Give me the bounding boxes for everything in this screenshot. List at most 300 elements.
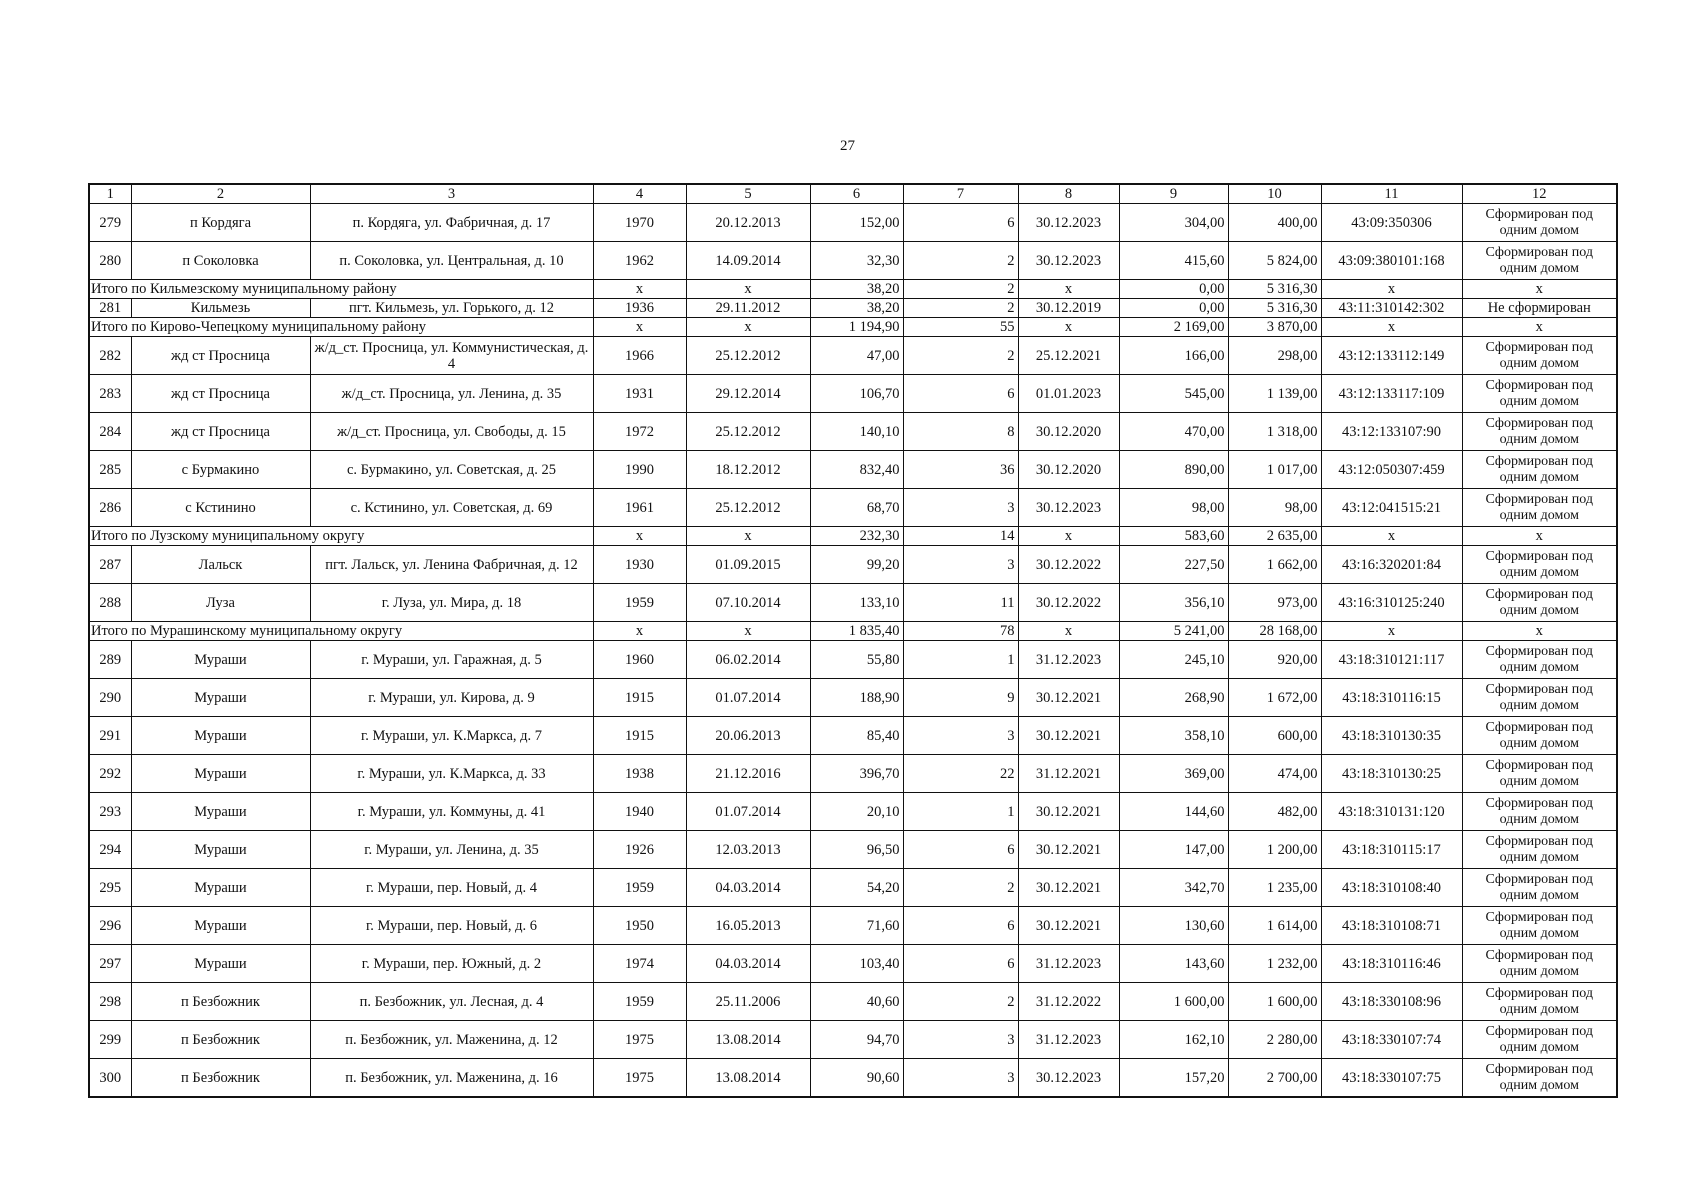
cell-col8: 30.12.2023 <box>1018 1059 1119 1098</box>
cell-col5: 01.07.2014 <box>686 793 810 831</box>
cell-col12: Сформирован под одним домом <box>1462 242 1617 280</box>
cell-col12: Сформирован под одним домом <box>1462 907 1617 945</box>
cell-col6: 396,70 <box>810 755 903 793</box>
cell-col9: 162,10 <box>1119 1021 1228 1059</box>
cell-col5: 01.07.2014 <box>686 679 810 717</box>
table-row <box>89 793 1617 831</box>
cell-col11: 43:18:310121:117 <box>1321 641 1462 679</box>
cell-col12: Сформирован под одним домом <box>1462 793 1617 831</box>
cell-col2: Луза <box>131 584 310 622</box>
column-header-6: 6 <box>810 184 903 204</box>
cell-col9: 245,10 <box>1119 641 1228 679</box>
column-header-9: 9 <box>1119 184 1228 204</box>
cell-col5: 25.12.2012 <box>686 413 810 451</box>
cell-col2: Мураши <box>131 907 310 945</box>
cell-col11: 43:18:310115:17 <box>1321 831 1462 869</box>
cell-col10: 1 139,00 <box>1228 375 1321 413</box>
cell-col3: ж/д_ст. Просница, ул. Свободы, д. 15 <box>310 413 593 451</box>
subtotal-row <box>89 622 1617 641</box>
subtotal-row <box>89 527 1617 546</box>
cell-col4: 1974 <box>593 945 686 983</box>
cell-col3: п. Безбожник, ул. Маженина, д. 16 <box>310 1059 593 1098</box>
cell-col10: 482,00 <box>1228 793 1321 831</box>
subtotal-cell-col9: 5 241,00 <box>1119 622 1228 641</box>
cell-col12: Сформирован под одним домом <box>1462 1021 1617 1059</box>
cell-col11: 43:18:310130:35 <box>1321 717 1462 755</box>
cell-col2: Мураши <box>131 755 310 793</box>
cell-col1: 292 <box>89 755 131 793</box>
column-header-3: 3 <box>310 184 593 204</box>
cell-col7: 6 <box>903 204 1018 242</box>
cell-col3: г. Мураши, пер. Новый, д. 4 <box>310 869 593 907</box>
cell-col12: Сформирован под одним домом <box>1462 983 1617 1021</box>
cell-col2: Мураши <box>131 869 310 907</box>
cell-col2: Мураши <box>131 679 310 717</box>
cell-col9: 356,10 <box>1119 584 1228 622</box>
cell-col8: 30.12.2020 <box>1018 413 1119 451</box>
subtotal-label: Итого по Лузскому муниципальному округу <box>89 527 593 546</box>
cell-col3: г. Мураши, пер. Новый, д. 6 <box>310 907 593 945</box>
cell-col7: 6 <box>903 945 1018 983</box>
column-header-2: 2 <box>131 184 310 204</box>
subtotal-row <box>89 318 1617 337</box>
cell-col1: 290 <box>89 679 131 717</box>
table-row <box>89 299 1617 318</box>
cell-col3: г. Мураши, ул. К.Маркса, д. 33 <box>310 755 593 793</box>
cell-col12: Сформирован под одним домом <box>1462 869 1617 907</box>
cell-col2: жд ст Просница <box>131 337 310 375</box>
cell-col7: 3 <box>903 546 1018 584</box>
column-number-header-row <box>89 184 1617 204</box>
cell-col1: 296 <box>89 907 131 945</box>
cell-col10: 298,00 <box>1228 337 1321 375</box>
cell-col5: 01.09.2015 <box>686 546 810 584</box>
subtotal-cell-col4: x <box>593 280 686 299</box>
subtotal-cell-col6: 38,20 <box>810 280 903 299</box>
cell-col9: 144,60 <box>1119 793 1228 831</box>
cell-col9: 545,00 <box>1119 375 1228 413</box>
cell-col5: 21.12.2016 <box>686 755 810 793</box>
cell-col3: г. Луза, ул. Мира, д. 18 <box>310 584 593 622</box>
cell-col11: 43:11:310142:302 <box>1321 299 1462 318</box>
subtotal-cell-col12: x <box>1462 280 1617 299</box>
table-row <box>89 451 1617 489</box>
cell-col8: 30.12.2021 <box>1018 717 1119 755</box>
cell-col3: г. Мураши, ул. Кирова, д. 9 <box>310 679 593 717</box>
cell-col4: 1915 <box>593 717 686 755</box>
cell-col11: 43:12:133112:149 <box>1321 337 1462 375</box>
cell-col8: 31.12.2023 <box>1018 641 1119 679</box>
cell-col10: 474,00 <box>1228 755 1321 793</box>
cell-col11: 43:16:320201:84 <box>1321 546 1462 584</box>
cell-col9: 147,00 <box>1119 831 1228 869</box>
cell-col2: Мураши <box>131 641 310 679</box>
table-row <box>89 489 1617 527</box>
cell-col11: 43:18:310130:25 <box>1321 755 1462 793</box>
cell-col6: 103,40 <box>810 945 903 983</box>
cell-col11: 43:09:350306 <box>1321 204 1462 242</box>
cell-col1: 283 <box>89 375 131 413</box>
cell-col10: 5 824,00 <box>1228 242 1321 280</box>
cell-col9: 130,60 <box>1119 907 1228 945</box>
cell-col10: 1 662,00 <box>1228 546 1321 584</box>
cell-col1: 279 <box>89 204 131 242</box>
cell-col4: 1962 <box>593 242 686 280</box>
cell-col3: г. Мураши, ул. Коммуны, д. 41 <box>310 793 593 831</box>
cell-col1: 282 <box>89 337 131 375</box>
table-row <box>89 584 1617 622</box>
cell-col1: 295 <box>89 869 131 907</box>
cell-col6: 99,20 <box>810 546 903 584</box>
cell-col8: 30.12.2021 <box>1018 793 1119 831</box>
table-row <box>89 983 1617 1021</box>
cell-col3: с. Бурмакино, ул. Советская, д. 25 <box>310 451 593 489</box>
cell-col6: 832,40 <box>810 451 903 489</box>
subtotal-cell-col6: 232,30 <box>810 527 903 546</box>
table-row <box>89 375 1617 413</box>
column-header-7: 7 <box>903 184 1018 204</box>
subtotal-cell-col7: 14 <box>903 527 1018 546</box>
cell-col7: 3 <box>903 1059 1018 1098</box>
cell-col10: 400,00 <box>1228 204 1321 242</box>
cell-col8: 30.12.2023 <box>1018 204 1119 242</box>
cell-col11: 43:12:133117:109 <box>1321 375 1462 413</box>
cell-col1: 288 <box>89 584 131 622</box>
cell-col5: 07.10.2014 <box>686 584 810 622</box>
cell-col3: с. Кстинино, ул. Советская, д. 69 <box>310 489 593 527</box>
cell-col7: 8 <box>903 413 1018 451</box>
column-header-1: 1 <box>89 184 131 204</box>
cell-col2: Мураши <box>131 793 310 831</box>
cell-col4: 1930 <box>593 546 686 584</box>
subtotal-cell-col10: 3 870,00 <box>1228 318 1321 337</box>
table-row <box>89 945 1617 983</box>
cell-col8: 30.12.2021 <box>1018 831 1119 869</box>
table-row <box>89 679 1617 717</box>
cell-col5: 16.05.2013 <box>686 907 810 945</box>
cell-col4: 1959 <box>593 869 686 907</box>
cell-col9: 143,60 <box>1119 945 1228 983</box>
cell-col2: п Соколовка <box>131 242 310 280</box>
cell-col2: жд ст Просница <box>131 413 310 451</box>
cell-col4: 1950 <box>593 907 686 945</box>
cell-col8: 31.12.2021 <box>1018 755 1119 793</box>
subtotal-label: Итого по Мурашинскому муниципальному округу <box>89 622 593 641</box>
cell-col12: Сформирован под одним домом <box>1462 337 1617 375</box>
column-header-8: 8 <box>1018 184 1119 204</box>
cell-col5: 04.03.2014 <box>686 945 810 983</box>
cell-col12: Не сформирован <box>1462 299 1617 318</box>
cell-col8: 30.12.2022 <box>1018 584 1119 622</box>
cell-col1: 287 <box>89 546 131 584</box>
cell-col6: 32,30 <box>810 242 903 280</box>
cell-col12: Сформирован под одним домом <box>1462 717 1617 755</box>
cell-col5: 06.02.2014 <box>686 641 810 679</box>
cell-col6: 54,20 <box>810 869 903 907</box>
cell-col7: 6 <box>903 907 1018 945</box>
cell-col6: 94,70 <box>810 1021 903 1059</box>
cell-col8: 31.12.2023 <box>1018 1021 1119 1059</box>
subtotal-cell-col10: 28 168,00 <box>1228 622 1321 641</box>
cell-col4: 1966 <box>593 337 686 375</box>
subtotal-cell-col12: x <box>1462 622 1617 641</box>
cell-col2: п Безбожник <box>131 1021 310 1059</box>
cell-col5: 04.03.2014 <box>686 869 810 907</box>
subtotal-cell-col11: x <box>1321 527 1462 546</box>
cell-col12: Сформирован под одним домом <box>1462 451 1617 489</box>
cell-col1: 289 <box>89 641 131 679</box>
table-row <box>89 546 1617 584</box>
cell-col3: ж/д_ст. Просница, ул. Коммунистическая, д. 4 <box>310 337 593 375</box>
cell-col7: 2 <box>903 983 1018 1021</box>
cell-col6: 40,60 <box>810 983 903 1021</box>
cell-col4: 1975 <box>593 1021 686 1059</box>
cell-col7: 6 <box>903 375 1018 413</box>
cell-col2: Кильмезь <box>131 299 310 318</box>
cell-col8: 30.12.2023 <box>1018 489 1119 527</box>
cell-col12: Сформирован под одним домом <box>1462 413 1617 451</box>
cell-col9: 98,00 <box>1119 489 1228 527</box>
cell-col9: 166,00 <box>1119 337 1228 375</box>
subtotal-cell-col7: 78 <box>903 622 1018 641</box>
subtotal-cell-col5: x <box>686 318 810 337</box>
cell-col1: 285 <box>89 451 131 489</box>
cell-col11: 43:12:050307:459 <box>1321 451 1462 489</box>
cell-col2: с Бурмакино <box>131 451 310 489</box>
cell-col6: 188,90 <box>810 679 903 717</box>
table-row <box>89 717 1617 755</box>
cell-col9: 890,00 <box>1119 451 1228 489</box>
cell-col8: 30.12.2020 <box>1018 451 1119 489</box>
cell-col5: 20.12.2013 <box>686 204 810 242</box>
table-row <box>89 755 1617 793</box>
cell-col10: 1 600,00 <box>1228 983 1321 1021</box>
cell-col8: 31.12.2023 <box>1018 945 1119 983</box>
cell-col2: п Безбожник <box>131 983 310 1021</box>
cell-col3: п. Безбожник, ул. Маженина, д. 12 <box>310 1021 593 1059</box>
cell-col7: 1 <box>903 641 1018 679</box>
table-row <box>89 1021 1617 1059</box>
cell-col10: 1 235,00 <box>1228 869 1321 907</box>
page-number: 27 <box>840 138 855 154</box>
cell-col9: 415,60 <box>1119 242 1228 280</box>
cell-col1: 286 <box>89 489 131 527</box>
table-row <box>89 869 1617 907</box>
subtotal-cell-col6: 1 194,90 <box>810 318 903 337</box>
cell-col9: 470,00 <box>1119 413 1228 451</box>
cell-col2: Мураши <box>131 831 310 869</box>
subtotal-cell-col9: 0,00 <box>1119 280 1228 299</box>
subtotal-cell-col7: 2 <box>903 280 1018 299</box>
cell-col8: 25.12.2021 <box>1018 337 1119 375</box>
cell-col6: 68,70 <box>810 489 903 527</box>
cell-col10: 1 318,00 <box>1228 413 1321 451</box>
cell-col3: г. Мураши, ул. К.Маркса, д. 7 <box>310 717 593 755</box>
cell-col8: 31.12.2022 <box>1018 983 1119 1021</box>
cell-col4: 1959 <box>593 584 686 622</box>
cell-col5: 18.12.2012 <box>686 451 810 489</box>
table-row <box>89 641 1617 679</box>
cell-col1: 280 <box>89 242 131 280</box>
cell-col9: 304,00 <box>1119 204 1228 242</box>
cell-col5: 25.11.2006 <box>686 983 810 1021</box>
cell-col11: 43:12:041515:21 <box>1321 489 1462 527</box>
cell-col2: с Кстинино <box>131 489 310 527</box>
cell-col4: 1970 <box>593 204 686 242</box>
column-header-10: 10 <box>1228 184 1321 204</box>
column-header-11: 11 <box>1321 184 1462 204</box>
cell-col7: 2 <box>903 337 1018 375</box>
cell-col3: пгт. Лальск, ул. Ленина Фабричная, д. 12 <box>310 546 593 584</box>
cell-col8: 30.12.2021 <box>1018 907 1119 945</box>
cell-col10: 1 614,00 <box>1228 907 1321 945</box>
cell-col3: ж/д_ст. Просница, ул. Ленина, д. 35 <box>310 375 593 413</box>
cell-col1: 284 <box>89 413 131 451</box>
cell-col7: 1 <box>903 793 1018 831</box>
cell-col10: 600,00 <box>1228 717 1321 755</box>
cell-col5: 13.08.2014 <box>686 1059 810 1098</box>
cell-col8: 30.12.2023 <box>1018 242 1119 280</box>
housing-register-table <box>88 183 1618 1098</box>
cell-col4: 1931 <box>593 375 686 413</box>
cell-col7: 2 <box>903 242 1018 280</box>
table-row <box>89 831 1617 869</box>
cell-col10: 1 672,00 <box>1228 679 1321 717</box>
subtotal-cell-col8: x <box>1018 318 1119 337</box>
cell-col4: 1940 <box>593 793 686 831</box>
cell-col9: 1 600,00 <box>1119 983 1228 1021</box>
cell-col1: 299 <box>89 1021 131 1059</box>
subtotal-cell-col11: x <box>1321 622 1462 641</box>
cell-col5: 12.03.2013 <box>686 831 810 869</box>
cell-col9: 268,90 <box>1119 679 1228 717</box>
cell-col2: Мураши <box>131 945 310 983</box>
cell-col12: Сформирован под одним домом <box>1462 641 1617 679</box>
cell-col12: Сформирован под одним домом <box>1462 489 1617 527</box>
subtotal-label: Итого по Кирово-Чепецкому муниципальному району <box>89 318 593 337</box>
cell-col7: 3 <box>903 1021 1018 1059</box>
cell-col6: 38,20 <box>810 299 903 318</box>
subtotal-cell-col10: 2 635,00 <box>1228 527 1321 546</box>
cell-col6: 106,70 <box>810 375 903 413</box>
cell-col5: 25.12.2012 <box>686 489 810 527</box>
cell-col1: 297 <box>89 945 131 983</box>
subtotal-cell-col5: x <box>686 622 810 641</box>
cell-col1: 300 <box>89 1059 131 1098</box>
cell-col12: Сформирован под одним домом <box>1462 831 1617 869</box>
subtotal-cell-col7: 55 <box>903 318 1018 337</box>
subtotal-cell-col4: x <box>593 527 686 546</box>
cell-col10: 920,00 <box>1228 641 1321 679</box>
cell-col9: 227,50 <box>1119 546 1228 584</box>
cell-col10: 1 017,00 <box>1228 451 1321 489</box>
subtotal-cell-col9: 583,60 <box>1119 527 1228 546</box>
cell-col2: жд ст Просница <box>131 375 310 413</box>
subtotal-cell-col12: x <box>1462 318 1617 337</box>
subtotal-cell-col8: x <box>1018 280 1119 299</box>
cell-col12: Сформирован под одним домом <box>1462 584 1617 622</box>
cell-col3: п. Соколовка, ул. Центральная, д. 10 <box>310 242 593 280</box>
cell-col8: 30.12.2021 <box>1018 869 1119 907</box>
cell-col12: Сформирован под одним домом <box>1462 546 1617 584</box>
cell-col4: 1990 <box>593 451 686 489</box>
cell-col9: 342,70 <box>1119 869 1228 907</box>
cell-col3: г. Мураши, ул. Ленина, д. 35 <box>310 831 593 869</box>
cell-col11: 43:18:310108:40 <box>1321 869 1462 907</box>
cell-col7: 3 <box>903 489 1018 527</box>
cell-col1: 293 <box>89 793 131 831</box>
cell-col10: 5 316,30 <box>1228 299 1321 318</box>
cell-col11: 43:12:133107:90 <box>1321 413 1462 451</box>
cell-col7: 3 <box>903 717 1018 755</box>
cell-col5: 20.06.2013 <box>686 717 810 755</box>
subtotal-cell-col9: 2 169,00 <box>1119 318 1228 337</box>
cell-col3: пгт. Кильмезь, ул. Горького, д. 12 <box>310 299 593 318</box>
subtotal-cell-col8: x <box>1018 527 1119 546</box>
cell-col11: 43:18:330107:75 <box>1321 1059 1462 1098</box>
cell-col6: 140,10 <box>810 413 903 451</box>
cell-col12: Сформирован под одним домом <box>1462 945 1617 983</box>
column-header-4: 4 <box>593 184 686 204</box>
cell-col4: 1975 <box>593 1059 686 1098</box>
table-row <box>89 413 1617 451</box>
cell-col4: 1972 <box>593 413 686 451</box>
cell-col5: 29.12.2014 <box>686 375 810 413</box>
table-row <box>89 907 1617 945</box>
cell-col4: 1960 <box>593 641 686 679</box>
subtotal-row <box>89 280 1617 299</box>
cell-col10: 2 280,00 <box>1228 1021 1321 1059</box>
subtotal-cell-col5: x <box>686 527 810 546</box>
cell-col7: 36 <box>903 451 1018 489</box>
cell-col10: 2 700,00 <box>1228 1059 1321 1098</box>
cell-col10: 98,00 <box>1228 489 1321 527</box>
table-row <box>89 242 1617 280</box>
cell-col11: 43:18:310108:71 <box>1321 907 1462 945</box>
table-row <box>89 337 1617 375</box>
cell-col6: 133,10 <box>810 584 903 622</box>
subtotal-cell-col4: x <box>593 622 686 641</box>
cell-col11: 43:16:310125:240 <box>1321 584 1462 622</box>
subtotal-cell-col10: 5 316,30 <box>1228 280 1321 299</box>
cell-col4: 1926 <box>593 831 686 869</box>
cell-col2: п Кордяга <box>131 204 310 242</box>
subtotal-cell-col8: x <box>1018 622 1119 641</box>
subtotal-cell-col12: x <box>1462 527 1617 546</box>
cell-col12: Сформирован под одним домом <box>1462 679 1617 717</box>
cell-col2: Лальск <box>131 546 310 584</box>
cell-col6: 85,40 <box>810 717 903 755</box>
cell-col7: 22 <box>903 755 1018 793</box>
subtotal-cell-col5: x <box>686 280 810 299</box>
cell-col1: 291 <box>89 717 131 755</box>
subtotal-cell-col11: x <box>1321 280 1462 299</box>
cell-col4: 1961 <box>593 489 686 527</box>
cell-col1: 281 <box>89 299 131 318</box>
cell-col2: п Безбожник <box>131 1059 310 1098</box>
subtotal-label: Итого по Кильмезскому муниципальному району <box>89 280 593 299</box>
cell-col8: 30.12.2021 <box>1018 679 1119 717</box>
cell-col10: 1 232,00 <box>1228 945 1321 983</box>
cell-col7: 2 <box>903 869 1018 907</box>
cell-col11: 43:18:310116:15 <box>1321 679 1462 717</box>
cell-col7: 11 <box>903 584 1018 622</box>
cell-col11: 43:18:330107:74 <box>1321 1021 1462 1059</box>
cell-col9: 358,10 <box>1119 717 1228 755</box>
cell-col6: 90,60 <box>810 1059 903 1098</box>
cell-col12: Сформирован под одним домом <box>1462 1059 1617 1098</box>
subtotal-cell-col11: x <box>1321 318 1462 337</box>
